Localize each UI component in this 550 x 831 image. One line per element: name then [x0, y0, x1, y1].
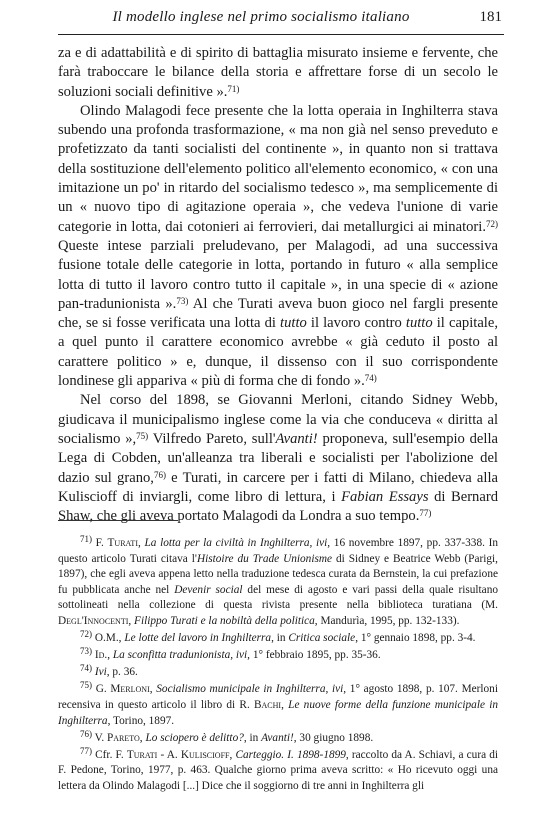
- footnote-number: 74): [80, 663, 92, 674]
- footnote-marker-73: 73): [176, 295, 189, 306]
- work-title: Le nuove forme della funzione municipale in Inghilterra: [58, 698, 498, 727]
- emphasis-text: tutto: [405, 315, 433, 332]
- footnote-number: 76): [80, 728, 92, 739]
- book-title: Fabian Essays: [341, 488, 429, 505]
- text-run: e Turati, in carcere per i fatti di Milano, chiedeva alla Kuliscioff di inviargli, come libro di lettura, i: [58, 469, 498, 505]
- newspaper-title: Avanti!: [275, 430, 318, 447]
- emphasis-text: tutto: [280, 315, 307, 332]
- author-name: Id.: [94, 649, 108, 662]
- work-title: Lo sciopero è delitto?: [145, 731, 244, 744]
- paragraph-3: [58, 391, 498, 526]
- text-run: , raccolto da A. Schiavi, a cura di F. Pedone, Torino, 1977, p. 463. Qualche giorno prima aveva scritto: « Ho ricevuto oggi una lettera da Olindo Malagodi [...] Dice che il soggiorno di tre anni in Inghilterra gli: [58, 748, 499, 792]
- text-run: - A.: [157, 748, 181, 761]
- footnote-number: 77): [80, 745, 92, 756]
- text-run: Olindo Malagodi fece presente che la lotta operaia in Inghilterra stava subendo una profonda trasformazione, « ma non già nel senso preveduto e profetizzato da tanti socialisti del continente », in quanto non si trattava della sostituzione dell'elemento politico all'elemento economico, « con una imitazione un po' in ritardo del socialismo tedesco », ma semplicemente di un « nuovo tipo di agitazione operaia », che vedeva l'unione di varie categorie in lotta, dai cotonieri ai ferrovieri, dai metallurgici ai minatori.: [58, 102, 498, 235]
- work-title: Filippo Turati e la nobiltà della politica: [134, 614, 315, 627]
- text-run: Vilfredo Pareto, sull': [148, 430, 276, 447]
- text-run: ,: [281, 698, 289, 711]
- footnote-number: 73): [80, 646, 92, 657]
- author-name: Kuliscioff: [180, 748, 230, 761]
- text-run: ,: [138, 537, 145, 549]
- footnote-76: [58, 728, 498, 747]
- text-run: 16 novembre 1897, pp. 337-338. In questo articolo Turati citava l': [58, 537, 498, 565]
- footnote-marker-76: 76): [153, 469, 166, 480]
- footnote-74: [58, 665, 498, 681]
- work-title: Critica sociale: [288, 632, 356, 645]
- footnote-marker-77: 77): [419, 508, 432, 519]
- text-run: F.: [92, 537, 108, 549]
- footnote-number: 71): [80, 534, 92, 544]
- footnote-marker-72: 72): [486, 218, 498, 229]
- footnote-71: [58, 536, 498, 630]
- text-run: , in: [243, 731, 262, 744]
- footnote-separator: [58, 520, 178, 521]
- text-run: Cfr. F.: [92, 748, 127, 761]
- footnotes: [58, 536, 498, 796]
- text-run: O.M.,: [92, 632, 125, 645]
- footnote-72: [58, 631, 498, 647]
- footnote-number: 72): [80, 629, 92, 640]
- text-run: 1° agosto 1898, p. 107. Merloni recensiva in questo articolo il libro di R.: [58, 683, 498, 711]
- work-title: Histoire du Trade Unionisme: [196, 552, 333, 565]
- work-title: Carteggio. I. 1898-1899: [235, 748, 346, 761]
- author-name: Turati: [107, 537, 138, 549]
- work-title: La lotta per la civiltà in Inghilterra, ivi,: [144, 537, 331, 549]
- author-name: Pareto: [106, 731, 140, 744]
- text-run: proponeva, sull'esempio della Lega di Cobden, un'alleanza tra liberali e socialisti per l'abolizione del dazio sul grano,: [58, 430, 498, 486]
- paragraph-2: [58, 102, 498, 391]
- author-name: Turati: [126, 748, 158, 761]
- text-run: il capitale, a quel punto il carattere economico avrebbe « già ceduto il posto al carattere politico » e, dunque, il dissenso con il suo corrispondente londinese gli appariva « più di forma che di fondo ».: [58, 315, 498, 390]
- work-title: La sconfitta tradunionista, ivi,: [112, 649, 250, 662]
- footnote-marker-75: 75): [136, 430, 149, 441]
- text-run: ,: [149, 683, 157, 696]
- paragraph-1: [58, 44, 498, 102]
- work-title: Devenir social: [174, 583, 243, 596]
- footnote-number: 75): [80, 680, 92, 691]
- text-run: ,: [139, 731, 146, 744]
- text-run: di Sidney e Beatrice Webb (Parigi, 1897), che egli aveva appena letto nella traduzione tedesca curata da Bernstein, la cui prefazione fu pubblicata anche nel: [58, 552, 498, 596]
- work-title: Ivi: [94, 666, 107, 679]
- footnote-marker-74: 74): [364, 373, 377, 384]
- footnote-73: [58, 648, 498, 664]
- main-text: [58, 44, 498, 526]
- footnote-marker-71: 71): [227, 83, 240, 94]
- author-name: Bachi: [254, 698, 282, 711]
- text-run: ,: [107, 649, 113, 662]
- text-run: , p. 36.: [106, 666, 138, 679]
- footnote-77: [58, 745, 499, 795]
- text-run: , in: [271, 632, 289, 645]
- work-title: Avanti!: [261, 731, 294, 744]
- text-run: V.: [92, 731, 107, 744]
- text-run: ,: [229, 748, 236, 761]
- text-run: il lavoro contro: [306, 315, 406, 332]
- text-run: 1° febbraio 1895, pp. 35-36.: [250, 649, 381, 662]
- footnote-75: [58, 682, 498, 729]
- text-run: Nel corso del 1898, se Giovanni Merloni, citando Sidney Webb, giudicava il municipalismo inglese come la via che conduceva « diritta al socialismo »,: [58, 392, 498, 447]
- work-title: Le lotte del lavoro in Inghilterra: [124, 632, 272, 645]
- text-run: , 30 giugno 1898.: [293, 731, 374, 744]
- text-run: del mese di agosto e vari passi della quale risultano sottolineati nella collezione di questa rivista presente nella biblioteca turatiana (M.: [58, 583, 498, 612]
- text-run: Al che Turati aveva buon gioco nel fargli presente che, se si fosse verificata una lotta di: [58, 295, 498, 332]
- text-run: , Mandurìa, 1995, pp. 132-133).: [314, 614, 460, 627]
- author-name: Merloni: [110, 683, 150, 696]
- text-run: , 1° gennaio 1898, pp. 3-4.: [355, 632, 476, 645]
- text-run: za e di adattabilità e di spirito di battaglia misurato insieme e fervente, che farà traboccare le bilance della storia e affrettare forse di un secolo le soluzioni sociali definitive ».: [58, 45, 498, 100]
- text-run: Queste intese parziali preludevano, per Malagodi, ad una successiva fusione totale delle categorie in lotta, portando in futuro « alla semplice lotta di tutto il lavoro contro tutto il capitale », in una specie di « azione pan-tradunionista ».: [58, 237, 498, 312]
- author-name: Degl'Innocenti: [58, 614, 129, 627]
- text-run: G.: [92, 683, 111, 696]
- text-run: di Bernard Shaw, che gli aveva portato Malagodi da Londra a suo tempo.: [58, 488, 498, 525]
- text-run: ,: [128, 614, 135, 627]
- running-title: Il modello inglese nel primo socialismo italiano: [112, 9, 410, 25]
- running-header: [58, 6, 504, 35]
- work-title: Socialismo municipale in Inghilterra, ivi,: [156, 683, 347, 696]
- page-number: 181: [479, 9, 502, 25]
- text-run: , Torino, 1897.: [107, 714, 175, 727]
